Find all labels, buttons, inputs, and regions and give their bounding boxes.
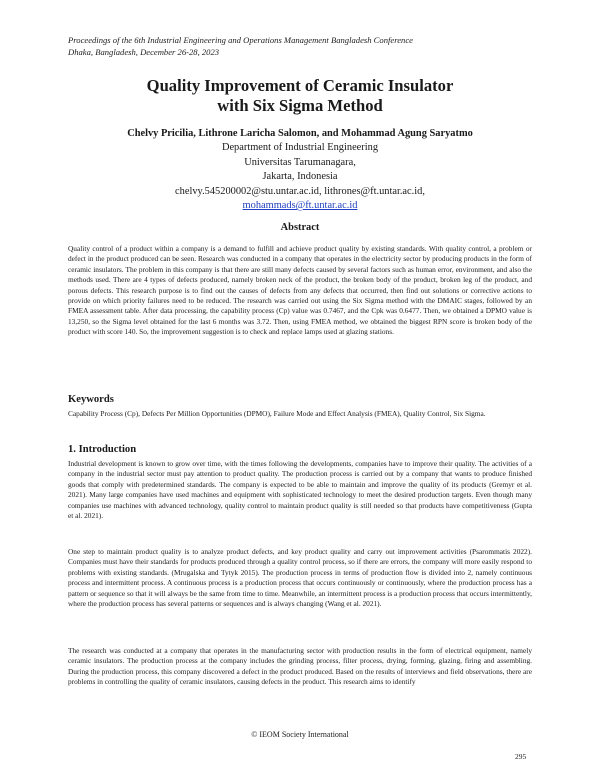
- abstract-heading: Abstract: [280, 222, 320, 233]
- page-number: 295: [515, 752, 527, 761]
- introduction-paragraph-1: Industrial development is known to grow over time, with the times following the developments, companies have to improve their quality. The activities of a company in the industrial sector must pay attention to product quality. The production process is carried out by a company that wants to produce finished goods that comply with predetermined standards. The company is expected to be able to maintain and improve the quality of its products (Gremyr et al. 2021). Many large companies have used machines and equipment with sophisticated technology to meet the desired production targets. Even though many companies use machines with advanced technology, quality control to maintain product quality is still needed so that products have competitiveness (Gupta et al. 2021).: [68, 459, 532, 521]
- keywords-heading: Keywords: [68, 394, 114, 405]
- introduction-heading: 1. Introduction: [68, 444, 137, 455]
- author-city: Jakarta, Indonesia: [262, 171, 338, 183]
- introduction-paragraph-2: One step to maintain product quality is to analyze product defects, and key product quality and carry out improvement activities (Psarommatis 2022). Companies must have their standards for products produced through a quality control process, so if there are errors, the company will more easily respond to problems with existing standards. (Mrugalska and Tytyk 2015). The production process in terms of production flow is divided into 2, namely continuous process and intermittent process. A continuous process is a production process that occurs continuously or continuously, where the production process has a pattern or sequence so that it will always be the same from time to time. Meanwhile, an intermittent process is a production process that occurs intermittently, where the production process has several patterns or sequences and is always changing (Wang et al. 2021).: [68, 547, 532, 609]
- copyright-footer: © IEOM Society International: [251, 730, 349, 739]
- paper-title-line-2: with Six Sigma Method: [217, 96, 383, 115]
- author-university: Universitas Tarumanagara,: [244, 156, 356, 168]
- author-names: Chelvy Pricilia, Lithrone Laricha Salomon, and Mohammad Agung Saryatmo: [127, 128, 473, 139]
- keywords-text: Capability Process (Cp), Defects Per Million Opportunities (DPMO), Failure Mode and Effect Analysis (FMEA), Quality Control, Six Sigma.: [68, 409, 486, 418]
- paper-title-line-1: Quality Improvement of Ceramic Insulator: [146, 76, 454, 95]
- author-department: Department of Industrial Engineering: [221, 142, 379, 154]
- paper-title: [0, 76, 600, 116]
- conference-name: Proceedings of the 6th Industrial Engineering and Operations Management Bangladesh Conference: [68, 35, 413, 45]
- author-emails: chelvy.545200002@stu.untar.ac.id, lithrones@ft.untar.ac.id,: [175, 185, 425, 197]
- author-block: [0, 127, 600, 213]
- author-email-link[interactable]: mohammads@ft.untar.ac.id: [242, 200, 358, 212]
- abstract-text: Quality control of a product within a company is a demand to fulfill and achieve product quality by existing standards. With quality control, a problem or defect in the product produced can be seen. Research was conducted in a company that operates in the electricity sector by producing products in the form of ceramic insulators. The problem in this company is that there are still many defects caused by several factors such as human error, environment, and also the methods used. There are 4 types of defects produced, namely broken neck of the product, the broken body of the product, broken leg of the product, and porous defects. This research purpose is to find out the causes of defects from any defects that occurred, then find out solutions or corrective actions to provide on which priority failures need to be reduced. The research was carried out using the Six Sigma method with the DMAIC stages, followed by an FMEA assessment table. After data processing, the capability process (Cp) value was 0.7467, and the Cpk was 0.6477. Then, we obtained a DPMO value is 13,250, so the Sigma level obtained for the last 6 months was 3.72. Then, using FMEA method, we obtained the biggest RPN score is broken body of the product with score 140. So, the improvement suggestion is to check and replace lamps used at glazing stations.: [68, 244, 532, 337]
- conference-header: [68, 34, 413, 58]
- introduction-paragraph-3: The research was conducted at a company that operates in the manufacturing sector with production results in the form of electrical equipment, namely ceramic insulators. The production process at the company includes the grinding process, filter process, drying, forming, glazing, firing and assembling. During the production process, this company discovered a defect in the product produced. Based on the results of interviews and field observations, there are problems in controlling the quality of ceramic insulators, causing defects in the product. This research aims to identify: [68, 646, 532, 687]
- conference-location-date: Dhaka, Bangladesh, December 26-28, 2023: [68, 47, 220, 57]
